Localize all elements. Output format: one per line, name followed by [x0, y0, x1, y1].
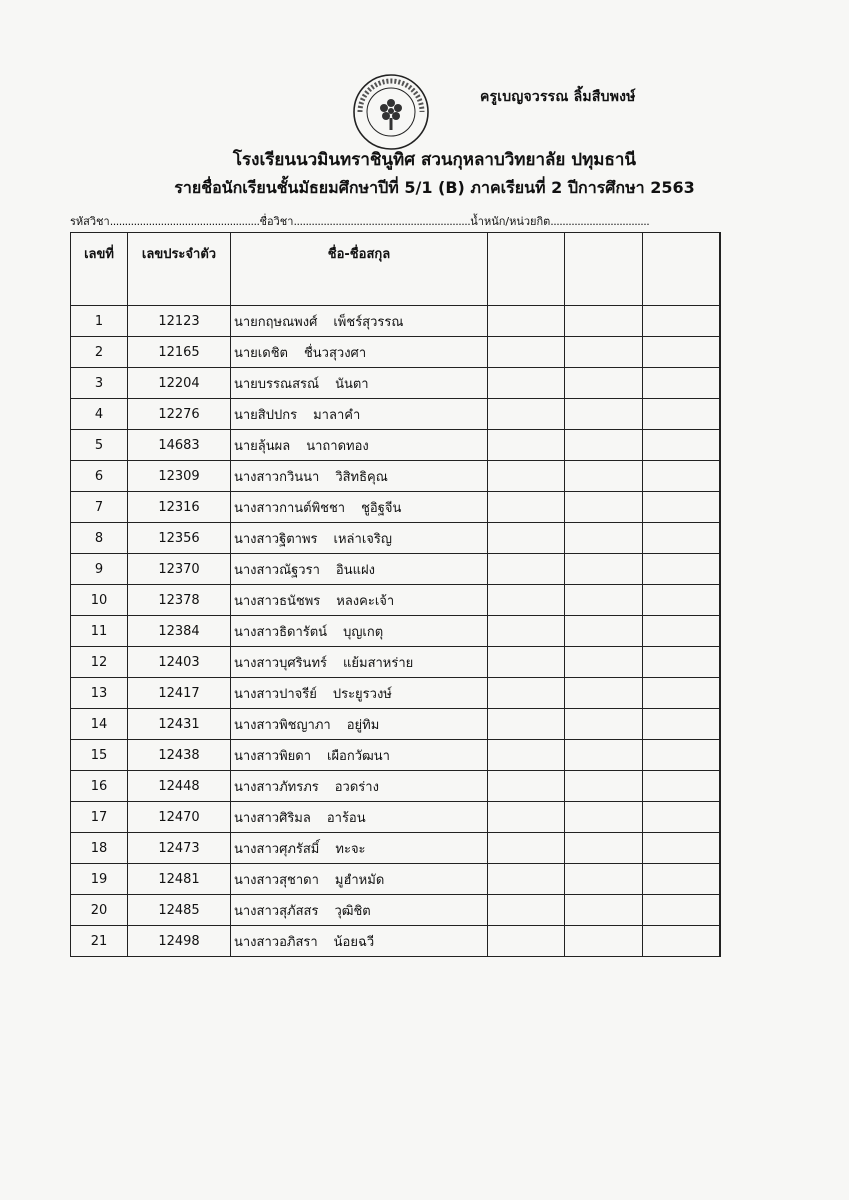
row-first-name: นางสาวอภิสรา — [234, 934, 318, 950]
row-first-name: นางสาวธิดารัตน์ — [234, 624, 328, 640]
table-row — [71, 306, 721, 337]
row-full-name — [231, 306, 488, 337]
row-number: 4 — [71, 399, 128, 430]
row-number: 3 — [71, 368, 128, 399]
table-row — [71, 771, 721, 802]
row-first-name: นางสาวสุชาดา — [234, 872, 319, 888]
row-blank-4 — [720, 337, 721, 368]
row-blank-3 — [643, 616, 720, 647]
row-first-name: นางสาวบุศรินทร์ — [234, 655, 327, 671]
row-number: 11 — [71, 616, 128, 647]
row-student-id: 14683 — [128, 430, 231, 461]
row-full-name — [231, 523, 488, 554]
row-blank-4 — [720, 523, 721, 554]
row-blank-1 — [488, 523, 565, 554]
row-student-id: 12370 — [128, 554, 231, 585]
row-blank-2 — [565, 585, 643, 616]
row-blank-1 — [488, 554, 565, 585]
row-blank-2 — [565, 740, 643, 771]
table-row — [71, 833, 721, 864]
row-student-id: 12498 — [128, 926, 231, 957]
row-blank-4 — [720, 430, 721, 461]
row-student-id: 12276 — [128, 399, 231, 430]
row-first-name: นายบรรณสรณ์ — [234, 376, 320, 392]
table-row — [71, 461, 721, 492]
table-row — [71, 926, 721, 957]
row-full-name — [231, 585, 488, 616]
row-blank-2 — [565, 399, 643, 430]
row-first-name: นางสาวศุภรัสมิ์ — [234, 841, 320, 857]
row-first-name: นางสาวภัทรภร — [234, 779, 319, 795]
row-last-name: บุญเกตุ — [343, 624, 384, 640]
row-blank-2 — [565, 616, 643, 647]
row-blank-2 — [565, 833, 643, 864]
row-first-name: นางสาวณัฐวรา — [234, 562, 320, 578]
row-student-id: 12438 — [128, 740, 231, 771]
table-header-row — [71, 233, 721, 306]
row-blank-2 — [565, 864, 643, 895]
row-blank-3 — [643, 399, 720, 430]
header-student-id: เลขประจำตัว — [128, 233, 231, 306]
row-full-name — [231, 430, 488, 461]
row-student-id: 12473 — [128, 833, 231, 864]
row-full-name — [231, 678, 488, 709]
table-row — [71, 616, 721, 647]
table-row — [71, 585, 721, 616]
row-blank-2 — [565, 554, 643, 585]
row-blank-1 — [488, 616, 565, 647]
row-blank-1 — [488, 337, 565, 368]
row-blank-3 — [643, 833, 720, 864]
row-blank-4 — [720, 492, 721, 523]
row-full-name — [231, 492, 488, 523]
row-number: 21 — [71, 926, 128, 957]
table-row — [71, 492, 721, 523]
row-blank-3 — [643, 895, 720, 926]
row-last-name: ประยูรวงษ์ — [332, 686, 392, 702]
row-blank-1 — [488, 430, 565, 461]
row-blank-4 — [720, 647, 721, 678]
row-blank-2 — [565, 368, 643, 399]
row-blank-3 — [643, 740, 720, 771]
row-last-name: นาถาดทอง — [306, 438, 369, 454]
row-number: 16 — [71, 771, 128, 802]
row-full-name — [231, 616, 488, 647]
row-last-name: มาลาคำ — [313, 407, 361, 423]
row-number: 6 — [71, 461, 128, 492]
header-blank-1 — [488, 233, 565, 306]
row-first-name: นางสาวพิยดา — [234, 748, 311, 764]
row-number: 2 — [71, 337, 128, 368]
row-full-name — [231, 399, 488, 430]
row-first-name: นางสาวฐิตาพร — [234, 531, 318, 547]
row-blank-4 — [720, 771, 721, 802]
header-blank-2 — [565, 233, 643, 306]
row-first-name: นายกฤษณพงศ์ — [234, 314, 318, 330]
row-full-name — [231, 833, 488, 864]
row-last-name: เหล่าเจริญ — [333, 531, 392, 547]
row-first-name: นางสาวสุภัสสร — [234, 903, 319, 919]
row-full-name — [231, 926, 488, 957]
teacher-name: ครูเบญจวรรณ ลิ้มสืบพงษ์ — [480, 89, 636, 105]
row-blank-3 — [643, 709, 720, 740]
row-first-name: นางสาวศิริมล — [234, 810, 311, 826]
row-blank-4 — [720, 368, 721, 399]
row-student-id: 12485 — [128, 895, 231, 926]
table-row — [71, 430, 721, 461]
row-blank-4 — [720, 554, 721, 585]
row-last-name: หลงคะเจ้า — [336, 593, 395, 609]
row-full-name — [231, 802, 488, 833]
row-last-name: อวดร่าง — [334, 779, 379, 795]
row-blank-1 — [488, 771, 565, 802]
row-blank-1 — [488, 709, 565, 740]
row-student-id: 12384 — [128, 616, 231, 647]
row-blank-2 — [565, 895, 643, 926]
row-first-name: นางสาวธนัชพร — [234, 593, 321, 609]
row-full-name — [231, 709, 488, 740]
row-last-name: อาร้อน — [326, 810, 366, 826]
row-last-name: วุฒิชิต — [334, 903, 371, 919]
row-last-name: น้อยฉวี — [333, 934, 375, 950]
header-blank-3 — [643, 233, 720, 306]
row-last-name: ชูอิฐจีน — [361, 500, 402, 516]
table-row — [71, 368, 721, 399]
header-blank-4 — [720, 233, 721, 306]
row-blank-1 — [488, 864, 565, 895]
row-blank-3 — [643, 771, 720, 802]
subject-name-label: ชื่อวิชา — [259, 215, 294, 228]
table-row — [71, 864, 721, 895]
row-first-name: นายเดชิต — [234, 345, 288, 361]
row-blank-4 — [720, 833, 721, 864]
row-blank-3 — [643, 492, 720, 523]
row-full-name — [231, 337, 488, 368]
row-blank-2 — [565, 492, 643, 523]
table-row — [71, 554, 721, 585]
row-last-name: เพ็ชร์สุวรรณ — [333, 314, 404, 330]
row-blank-1 — [488, 678, 565, 709]
row-student-id: 12309 — [128, 461, 231, 492]
table-row — [71, 709, 721, 740]
row-number: 20 — [71, 895, 128, 926]
row-blank-2 — [565, 337, 643, 368]
row-last-name: ทะจะ — [335, 841, 366, 857]
row-blank-3 — [643, 337, 720, 368]
table-row — [71, 802, 721, 833]
row-blank-3 — [643, 864, 720, 895]
table-row — [71, 895, 721, 926]
row-blank-3 — [643, 368, 720, 399]
row-blank-1 — [488, 740, 565, 771]
row-student-id: 12417 — [128, 678, 231, 709]
row-blank-4 — [720, 306, 721, 337]
table-row — [71, 523, 721, 554]
row-blank-1 — [488, 399, 565, 430]
row-first-name: นางสาวกานต์พิชชา — [234, 500, 346, 516]
row-full-name — [231, 771, 488, 802]
row-first-name: นางสาวพิชญาภา — [234, 717, 331, 733]
row-first-name: นายลุ้นผล — [234, 438, 291, 454]
row-number: 15 — [71, 740, 128, 771]
row-last-name: มูฮำหมัด — [334, 872, 385, 888]
row-student-id: 12204 — [128, 368, 231, 399]
row-blank-3 — [643, 554, 720, 585]
row-blank-4 — [720, 802, 721, 833]
header-full-name: ชื่อ-ชื่อสกุล — [231, 233, 488, 306]
row-last-name: แย้มสาหร่าย — [343, 655, 414, 671]
row-full-name — [231, 864, 488, 895]
row-blank-2 — [565, 647, 643, 678]
row-student-id: 12165 — [128, 337, 231, 368]
table-row — [71, 399, 721, 430]
row-number: 9 — [71, 554, 128, 585]
row-blank-2 — [565, 709, 643, 740]
row-full-name — [231, 461, 488, 492]
row-blank-3 — [643, 802, 720, 833]
row-number: 7 — [71, 492, 128, 523]
row-number: 17 — [71, 802, 128, 833]
row-blank-4 — [720, 461, 721, 492]
row-blank-4 — [720, 678, 721, 709]
row-blank-2 — [565, 802, 643, 833]
row-last-name: อยู่ทิม — [346, 717, 380, 733]
row-number: 5 — [71, 430, 128, 461]
row-student-id: 12378 — [128, 585, 231, 616]
row-blank-3 — [643, 461, 720, 492]
row-number: 18 — [71, 833, 128, 864]
table-row — [71, 678, 721, 709]
row-blank-1 — [488, 802, 565, 833]
row-student-id: 12123 — [128, 306, 231, 337]
row-full-name — [231, 740, 488, 771]
row-blank-3 — [643, 430, 720, 461]
row-blank-1 — [488, 585, 565, 616]
school-seal-icon — [352, 73, 430, 151]
row-blank-2 — [565, 430, 643, 461]
row-full-name — [231, 647, 488, 678]
row-blank-1 — [488, 895, 565, 926]
row-last-name: วิสิทธิคุณ — [335, 469, 388, 485]
row-blank-3 — [643, 647, 720, 678]
row-blank-1 — [488, 833, 565, 864]
row-first-name: นางสาวกวินนา — [234, 469, 320, 485]
row-first-name: นางสาวปาจรีย์ — [234, 686, 317, 702]
row-blank-2 — [565, 771, 643, 802]
row-blank-4 — [720, 585, 721, 616]
row-blank-3 — [643, 306, 720, 337]
row-blank-1 — [488, 461, 565, 492]
row-blank-4 — [720, 616, 721, 647]
row-blank-3 — [643, 678, 720, 709]
row-number: 19 — [71, 864, 128, 895]
row-blank-1 — [488, 647, 565, 678]
table-row — [71, 740, 721, 771]
row-student-id: 12448 — [128, 771, 231, 802]
row-blank-4 — [720, 399, 721, 430]
row-blank-2 — [565, 523, 643, 554]
header-number: เลขที่ — [71, 233, 128, 306]
credit-label: น้ำหนัก/หน่วยกิต — [470, 215, 551, 228]
row-blank-1 — [488, 368, 565, 399]
row-number: 13 — [71, 678, 128, 709]
table-row — [71, 337, 721, 368]
row-blank-4 — [720, 864, 721, 895]
row-blank-4 — [720, 895, 721, 926]
row-blank-2 — [565, 926, 643, 957]
row-number: 8 — [71, 523, 128, 554]
row-blank-2 — [565, 306, 643, 337]
row-blank-3 — [643, 926, 720, 957]
row-number: 14 — [71, 709, 128, 740]
row-first-name: นายสิปปกร — [234, 407, 298, 423]
row-last-name: อินแฝง — [335, 562, 375, 578]
row-blank-3 — [643, 585, 720, 616]
row-number: 10 — [71, 585, 128, 616]
row-blank-3 — [643, 523, 720, 554]
row-student-id: 12470 — [128, 802, 231, 833]
school-title: โรงเรียนนวมินทราชินูทิศ สวนกุหลาบวิทยาลัย ปทุมธานี — [232, 150, 637, 170]
row-student-id: 12316 — [128, 492, 231, 523]
subject-code-label: รหัสวิชา — [70, 215, 110, 228]
table-row — [71, 647, 721, 678]
row-last-name: นันตา — [335, 376, 369, 392]
row-student-id: 12356 — [128, 523, 231, 554]
row-blank-1 — [488, 926, 565, 957]
row-last-name: เผือกวัฒนา — [327, 748, 390, 764]
subject-fields: รหัสวิชา..................................................ชื่อวิชา...........................................................น้ำหนัก/หน่วยกิต................................. — [70, 215, 650, 228]
row-blank-2 — [565, 678, 643, 709]
row-number: 12 — [71, 647, 128, 678]
row-blank-2 — [565, 461, 643, 492]
row-full-name — [231, 554, 488, 585]
row-student-id: 12481 — [128, 864, 231, 895]
row-last-name: ชื่นวสุวงศา — [303, 345, 367, 361]
row-full-name — [231, 368, 488, 399]
row-blank-4 — [720, 709, 721, 740]
row-full-name — [231, 895, 488, 926]
class-subtitle: รายชื่อนักเรียนชั้นมัธยมศึกษาปีที่ 5/1 (B) ภาคเรียนที่ 2 ปีการศึกษา 2563 — [174, 178, 695, 197]
student-table — [70, 232, 721, 957]
row-blank-1 — [488, 306, 565, 337]
row-blank-1 — [488, 492, 565, 523]
row-student-id: 12403 — [128, 647, 231, 678]
row-blank-4 — [720, 926, 721, 957]
row-student-id: 12431 — [128, 709, 231, 740]
row-number: 1 — [71, 306, 128, 337]
row-blank-4 — [720, 740, 721, 771]
